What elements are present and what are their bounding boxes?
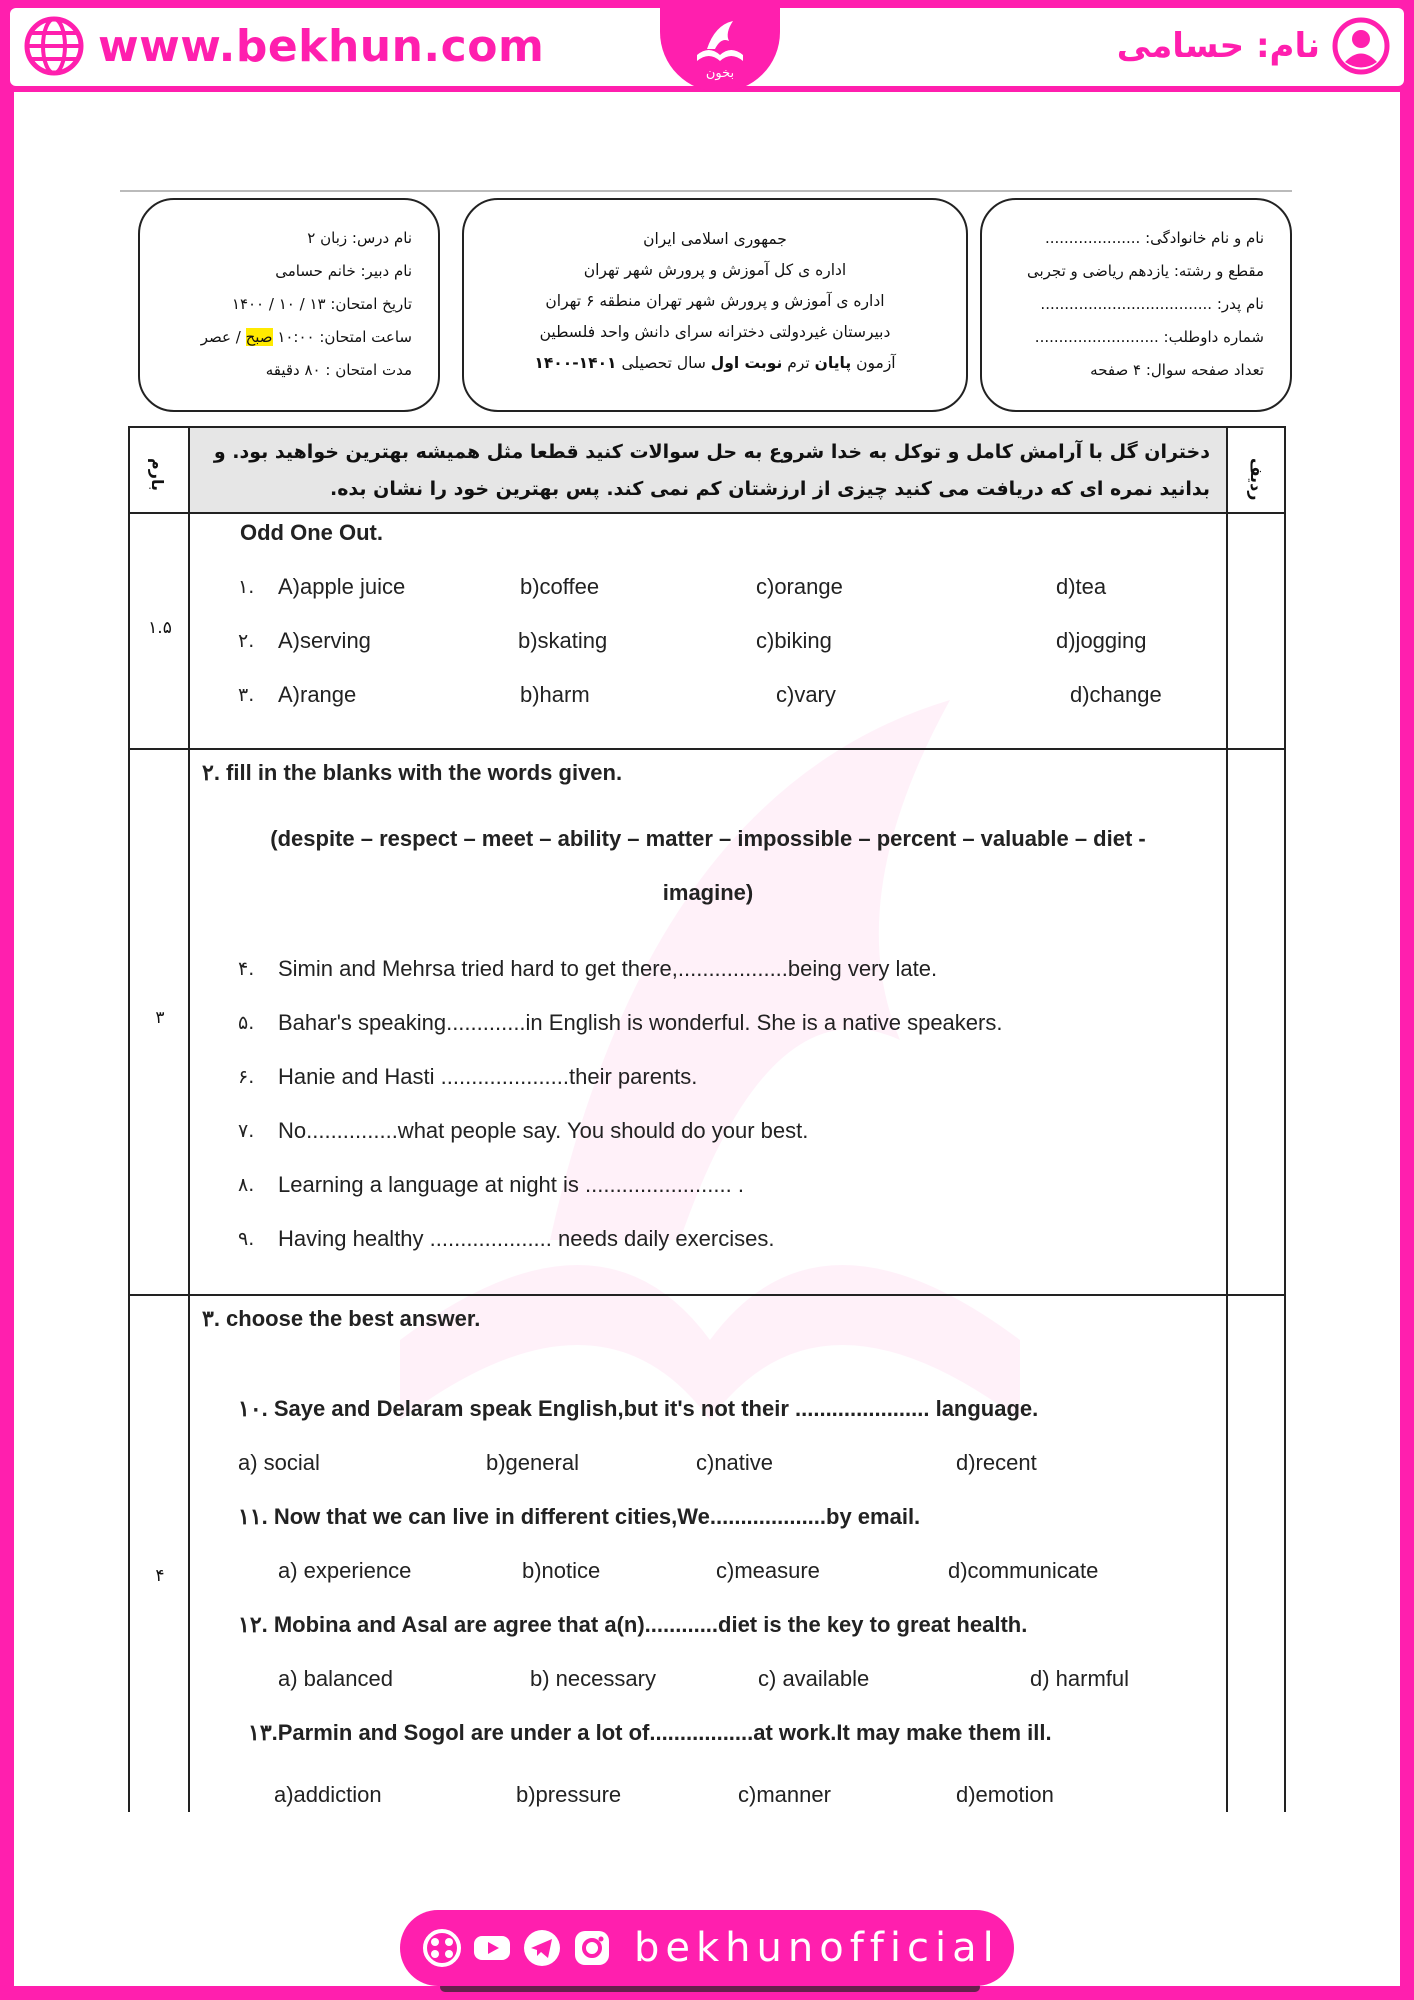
section1-score: ۱.۵ [148, 618, 172, 638]
section1-divider [130, 748, 1284, 750]
question-number: ۹. [238, 1228, 255, 1250]
family-name-field: نام و نام خانوادگی: .................... [1044, 229, 1264, 247]
row-column-divider [1226, 428, 1228, 1812]
globe-icon [24, 16, 84, 76]
option-a: A)apple juice [278, 574, 406, 599]
question-number: ۵. [238, 1012, 255, 1034]
option-b: b)notice [522, 1558, 601, 1583]
exam-info-box [138, 198, 440, 412]
option-b: b)pressure [516, 1782, 622, 1807]
question-number: ۱. [238, 576, 255, 598]
district-line: اداره ی آموزش و پرورش شهر تهران منطقه ۶ تهران [545, 292, 885, 310]
option-a: A)range [278, 682, 357, 707]
country-line: جمهوری اسلامی ایران [643, 230, 787, 248]
option-d: d)recent [956, 1450, 1037, 1475]
section3-title: ۳. choose the best answer. [202, 1306, 481, 1331]
option-d: d)emotion [956, 1782, 1054, 1807]
year-word: سال تحصیلی [621, 354, 706, 372]
instagram-icon[interactable] [572, 1928, 612, 1968]
option-c: c)vary [776, 682, 836, 707]
option-a: A)serving [278, 628, 371, 653]
option-c: c)orange [756, 574, 843, 599]
exam-title-line [490, 348, 940, 379]
afternoon-option: / عصر [200, 328, 241, 346]
department-line: اداره ی کل آموزش و پرورش شهر تهران [583, 261, 847, 279]
exam-word: آزمون [856, 354, 896, 372]
student-number-field: شماره داوطلب: .......................... [1034, 328, 1264, 346]
option-d: d)tea [1056, 574, 1107, 599]
site-link[interactable] [24, 16, 544, 76]
name-label: نام: حسامی [1116, 26, 1320, 66]
intro-line-1: دختران گل با آرامش کامل و توکل به خدا شروع به حل سوالات کنید قطعا مثل همیشه بهترین خواهید بود. و [213, 441, 1210, 463]
term-word: ترم [787, 354, 810, 372]
school-line: دبیرستان غیردولتی دخترانه سرای دانش واحد فلسطین [539, 323, 891, 341]
intro-line-2: بدانید نمره ای که دریافت می کنید چیزی از ارزشتان کم نمی کند. پس بهترین خود را نشان بده. [330, 478, 1210, 500]
section1-title: Odd One Out. [240, 520, 383, 545]
section2-title: ۲. fill in the blanks with the words given. [202, 760, 623, 785]
user-icon [1332, 17, 1390, 75]
fill-question: Bahar's speaking.............in English is wonderful. She is a native speakers. [278, 1010, 1003, 1035]
option-b: b)general [486, 1450, 579, 1475]
fill-question: Simin and Mehrsa tried hard to get there,..................being very late. [278, 956, 938, 981]
student-name [1117, 16, 1390, 76]
date-field: تاریخ امتحان: ۱۳ / ۱۰ / ۱۴۰۰ [231, 295, 412, 313]
option-b: b) necessary [530, 1666, 656, 1691]
school-info-box [462, 198, 968, 412]
book-logo-icon [685, 11, 755, 81]
left-border [0, 0, 14, 2000]
question-12: ۱۲. Mobina and Asal are agree that a(n)............diet is the key to great health. [238, 1612, 1028, 1637]
option-a: a) experience [278, 1558, 412, 1583]
exam-table [128, 426, 1286, 1812]
option-c: c)native [696, 1450, 774, 1475]
question-number: ۷. [238, 1120, 255, 1142]
question-number: ۲. [238, 630, 255, 652]
final-word: پایان [814, 354, 852, 372]
question-13: ۱۳.Parmin and Sogol are under a lot of.................at work.It may make them ill. [248, 1720, 1052, 1745]
option-c: c)biking [756, 628, 832, 653]
fill-question: No...............what people say. You should do your best. [278, 1118, 809, 1143]
intro-divider [130, 512, 1284, 514]
social-bar[interactable] [400, 1910, 1014, 1986]
morning-highlight: صبح [245, 328, 273, 346]
social-handle: bekhunofficial [634, 1925, 1000, 1971]
option-a: a) balanced [278, 1666, 393, 1691]
option-a: a)addiction [274, 1782, 382, 1807]
option-b: b)harm [520, 682, 590, 707]
student-info-box [980, 198, 1292, 412]
time-value: ساعت امتحان: ۱۰:۰۰ [277, 328, 412, 346]
question-11: ۱۱. Now that we can live in different cities,We...................by email. [238, 1504, 921, 1529]
question-number: ۳. [238, 684, 255, 706]
row-header: ردیف [1247, 458, 1266, 501]
telegram-icon[interactable] [522, 1928, 562, 1968]
option-c: c)measure [716, 1558, 820, 1583]
site-url: www.bekhun.com [98, 20, 545, 72]
question-number: ۸. [238, 1174, 255, 1196]
section2-score: ۳ [155, 1008, 165, 1028]
logo-text: بخون [705, 66, 735, 81]
document-top-rule [120, 190, 1292, 192]
father-name-field: نام پدر: .................................... [1040, 295, 1264, 313]
question-number: ۴. [238, 958, 255, 980]
word-bank-line-2: imagine) [662, 880, 754, 905]
option-b: b)skating [518, 628, 608, 653]
section3-score: ۴ [155, 1566, 165, 1586]
academic-year: ۱۴۰۱-۱۴۰۰ [534, 354, 617, 372]
section2-divider [130, 1294, 1284, 1296]
question-10: ۱۰. Saye and Delaram speak English,but it's not their ...................... language. [238, 1396, 1039, 1421]
option-b: b)coffee [520, 574, 600, 599]
subject-field: نام درس: زبان ۲ [307, 229, 412, 247]
fill-question: Learning a language at night is ........................ . [278, 1172, 744, 1197]
youtube-icon[interactable] [472, 1928, 512, 1968]
fill-question: Hanie and Hasti .....................their parents. [278, 1064, 698, 1089]
option-d: d) harmful [1030, 1666, 1130, 1691]
right-border [1400, 0, 1414, 2000]
option-d: d)communicate [948, 1558, 1099, 1583]
option-c: c)manner [738, 1782, 831, 1807]
aparat-icon[interactable] [422, 1928, 462, 1968]
option-d: d)change [1070, 682, 1162, 707]
score-header: بارم [148, 458, 167, 491]
page-count: تعداد صفحه سوال: ۴ صفحه [1090, 361, 1264, 379]
option-d: d)jogging [1056, 628, 1147, 653]
session-word: نوبت اول [710, 354, 783, 372]
grade-field: مقطع و رشته: یازدهم ریاضی و تجربی [1026, 262, 1264, 280]
intro-text [200, 434, 1210, 508]
word-bank-line-1: (despite – respect – meet – ability – matter – impossible – percent – valuable – diet - [270, 826, 1146, 851]
option-a: a) social [238, 1450, 320, 1475]
option-c: c) available [758, 1666, 870, 1691]
teacher-field: نام دبیر: خانم حسامی [275, 262, 412, 280]
time-field [166, 321, 412, 354]
fill-question: Having healthy .................... needs daily exercises. [278, 1226, 775, 1251]
question-number: ۶. [238, 1066, 255, 1088]
duration-field: مدت امتحان : ۸۰ دقیقه [265, 361, 412, 379]
